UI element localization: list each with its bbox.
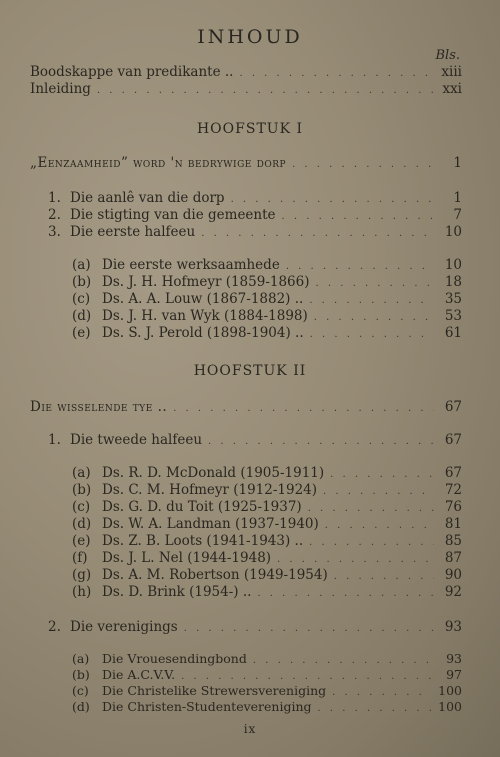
dot-leader — [286, 261, 434, 272]
dot-leader — [282, 211, 434, 222]
dot-leader — [173, 403, 434, 414]
toc-subsection-entry[interactable]: (d) Ds. W. A. Landman (1937-1940) . . 81 — [72, 516, 462, 532]
page-number: xxi — [442, 81, 462, 97]
dot-leader — [334, 571, 434, 582]
toc-subsection-entry[interactable]: (e) Ds. Z. B. Loots (1941-1943) .. . . 85 — [72, 533, 462, 549]
toc-subsection-entry[interactable]: (b) Ds. C. M. Hofmeyr (1912-1924) . . 72 — [72, 482, 462, 498]
dot-leader — [184, 623, 434, 634]
dot-leader — [292, 159, 434, 170]
page-number: 67 — [444, 432, 462, 448]
dot-leader — [316, 278, 434, 289]
toc-subsection-entry[interactable]: (c) Die Christelike Strewersvereniging . . 100 — [72, 683, 462, 698]
page-title: INHOUD — [197, 26, 303, 48]
toc-entry[interactable]: Inleiding . . xxi — [30, 81, 462, 97]
toc-part-entry[interactable]: „Eenzaamheid” word 'n bedrywige dorp . . 1 — [30, 155, 462, 171]
toc-part-entry[interactable]: Die wisselende tye .. . . 67 — [30, 399, 462, 415]
dot-leader — [314, 312, 434, 323]
toc-subsection-entry[interactable]: (h) Ds. D. Brink (1954-) .. . . 92 — [72, 584, 462, 600]
toc-entry[interactable]: Boodskappe van predikante .. . . xiii — [30, 64, 462, 80]
page-number: 1 — [453, 190, 462, 206]
dot-leader — [208, 436, 434, 447]
page-number: 93 — [444, 619, 462, 635]
toc-subsection-entry[interactable]: (f) Ds. J. L. Nel (1944-1948) . . 87 — [72, 550, 462, 566]
toc-subsection-entry[interactable]: (a) Die Vrouesendingbond . . 93 — [72, 651, 462, 666]
page-number: 18 — [444, 274, 462, 290]
page-number: 81 — [444, 516, 462, 532]
page-number: 61 — [444, 325, 462, 341]
dot-leader — [253, 655, 434, 666]
dot-leader — [310, 329, 434, 340]
page-number: 97 — [446, 667, 462, 682]
toc-subsection-entry[interactable]: (d) Die Christen-Studentevereniging . . 100 — [72, 699, 462, 714]
dot-leader — [308, 503, 434, 514]
page-number: 100 — [438, 699, 462, 714]
dot-leader — [325, 520, 434, 531]
chapter-heading: HOOFSTUK I — [196, 121, 304, 137]
dot-leader — [97, 85, 434, 96]
page-number: 87 — [444, 550, 462, 566]
toc-section-entry[interactable]: 3. Die eerste halfeeu . . 10 — [48, 224, 462, 240]
page-number: 85 — [444, 533, 462, 549]
toc-section-entry[interactable]: 2. Die verenigings . . 93 — [48, 619, 462, 635]
page-number: 10 — [444, 224, 462, 240]
toc-subsection-entry[interactable]: (b) Die A.C.V.V. . . 97 — [72, 667, 462, 682]
page-number: 7 — [453, 207, 462, 223]
dot-leader — [318, 703, 433, 714]
toc-section-entry[interactable]: 1. Die aanlê van die dorp . . 1 — [48, 190, 462, 206]
toc-subsection-entry[interactable]: (e) Ds. S. J. Perold (1898-1904) .. . . 61 — [72, 325, 462, 341]
dot-leader — [323, 486, 434, 497]
page-number: 90 — [444, 567, 462, 583]
page-number: 10 — [444, 257, 462, 273]
page-column-label: Bls. — [435, 48, 460, 63]
page-number: 53 — [444, 308, 462, 324]
dot-leader — [309, 295, 434, 306]
dot-leader — [231, 194, 434, 205]
page-number: xiii — [441, 64, 462, 80]
folio-page-number: ix — [243, 722, 257, 736]
toc-subsection-entry[interactable]: (a) Ds. R. D. McDonald (1905-1911) . . 67 — [72, 465, 462, 481]
toc-subsection-entry[interactable]: (a) Die eerste werksaamhede . . 10 — [72, 257, 462, 273]
dot-leader — [201, 228, 434, 239]
toc-subsection-entry[interactable]: (c) Ds. G. D. du Toit (1925-1937) . . 76 — [72, 499, 462, 515]
page-number: 76 — [444, 499, 462, 515]
dot-leader — [239, 68, 434, 79]
dot-leader — [332, 687, 432, 698]
dot-leader — [330, 469, 434, 480]
page-number: 1 — [453, 155, 462, 171]
dot-leader — [257, 588, 434, 599]
page-number: 100 — [438, 683, 462, 698]
page-number: 92 — [444, 584, 462, 600]
page-number: 67 — [444, 399, 462, 415]
toc-section-entry[interactable]: 2. Die stigting van die gemeente . . 7 — [48, 207, 462, 223]
dot-leader — [309, 537, 434, 548]
page-number: 93 — [446, 651, 462, 666]
chapter-heading: HOOFSTUK II — [193, 363, 307, 379]
dot-leader — [181, 671, 434, 682]
toc-subsection-entry[interactable]: (b) Ds. J. H. Hofmeyr (1859-1866) . . 18 — [72, 274, 462, 290]
toc-subsection-entry[interactable]: (c) Ds. A. A. Louw (1867-1882) .. . . 35 — [72, 291, 462, 307]
dot-leader — [277, 554, 434, 565]
toc-section-entry[interactable]: 1. Die tweede halfeeu . . 67 — [48, 432, 462, 448]
page-number: 67 — [444, 465, 462, 481]
toc-subsection-entry[interactable]: (g) Ds. A. M. Robertson (1949-1954) . . 90 — [72, 567, 462, 583]
toc-subsection-entry[interactable]: (d) Ds. J. H. van Wyk (1884-1898) . . 53 — [72, 308, 462, 324]
page-number: 72 — [444, 482, 462, 498]
page-number: 35 — [444, 291, 462, 307]
